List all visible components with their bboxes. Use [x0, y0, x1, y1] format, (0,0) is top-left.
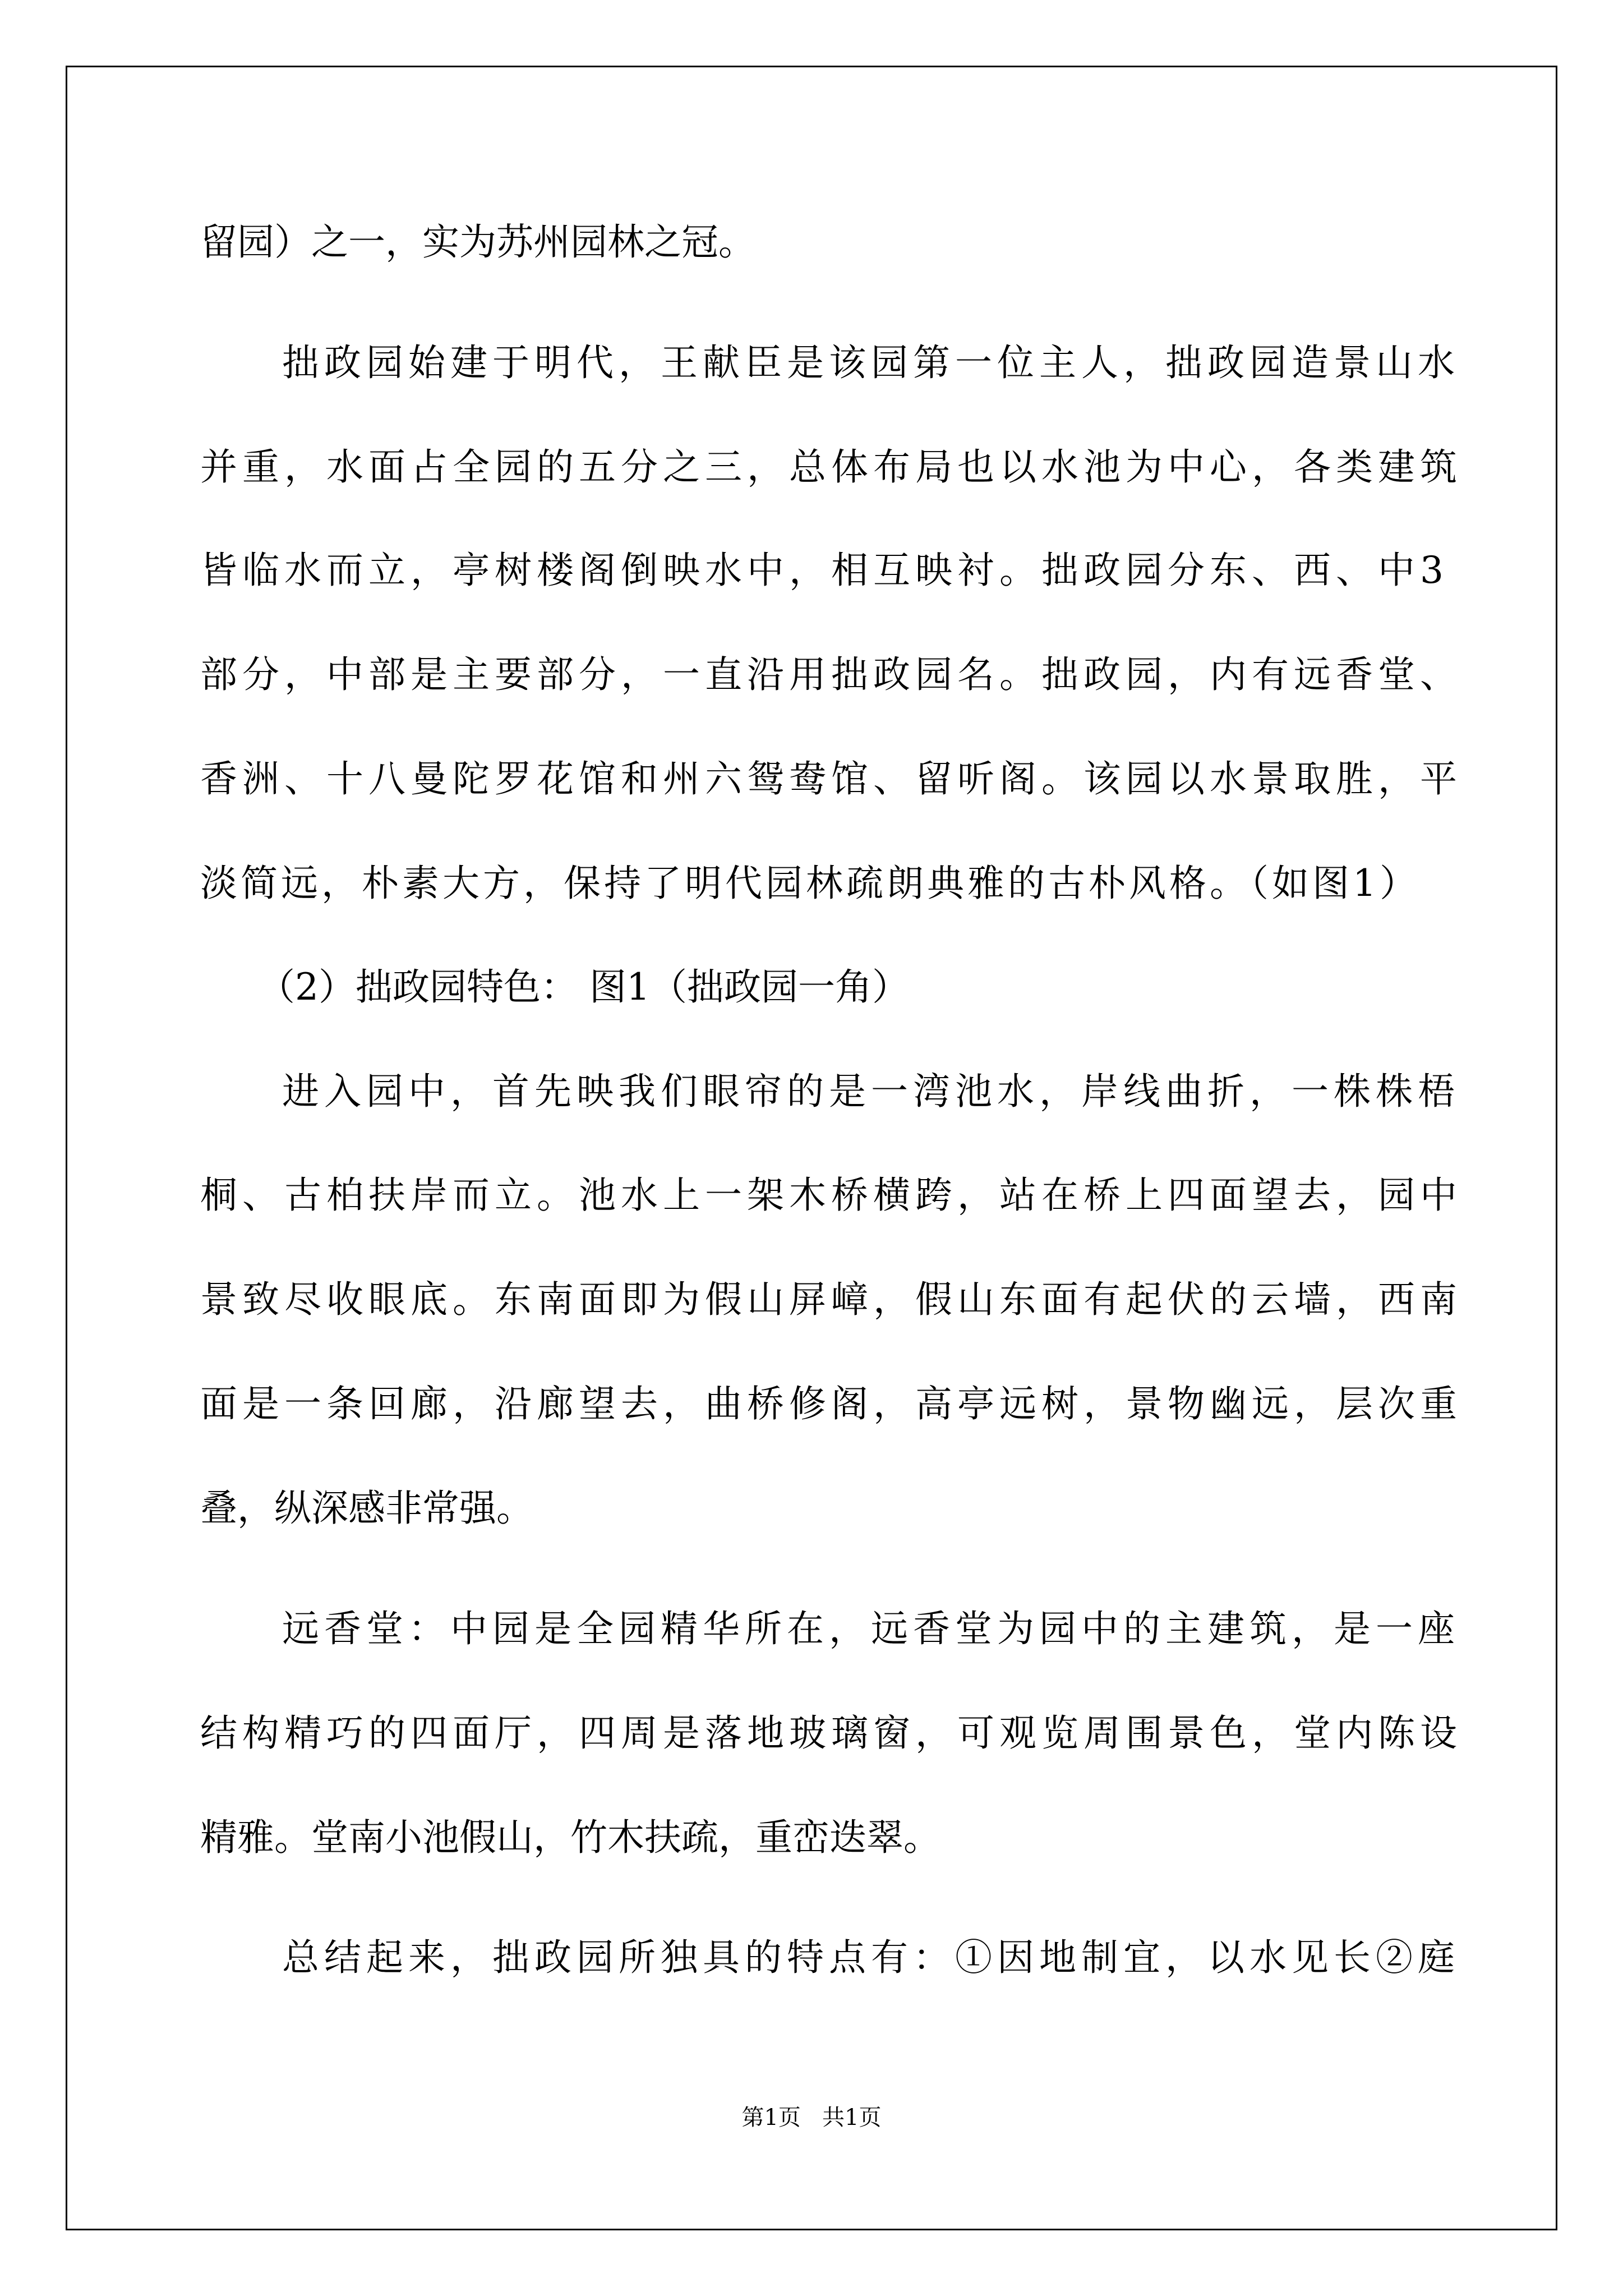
text-line: 桐、古柏扶岸而立。池水上一架木桥横跨，站在桥上四面望去，园中 [200, 1174, 1462, 1217]
text-line: 结构精巧的四面厅，四周是落地玻璃窗，可观览周围景色，堂内陈设 [200, 1711, 1462, 1755]
text-line: 总结起来，拙政园所独具的特点有：①因地制宜，以水见长②庭 [282, 1936, 1460, 1979]
text-line: 精雅。堂南小池假山，竹木扶疏，重峦迭翠。 [200, 1816, 940, 1859]
page-footer: 第1页 共1页 [741, 2105, 882, 2131]
text-line: 淡简远，朴素大方，保持了明代园林疏朗典雅的古朴风格。（如图1） [200, 862, 1420, 905]
text-line: 留园）之一，实为苏州园林之冠。 [200, 220, 755, 264]
text-line: 景致尽收眼底。东南面即为假山屏嶂，假山东面有起伏的云墙，西南 [200, 1278, 1462, 1321]
text-line: 拙政园始建于明代，王献臣是该园第一位主人，拙政园造景山水 [282, 341, 1460, 384]
page-border [66, 66, 1557, 2230]
text-line: 并重，水面占全园的五分之三，总体布局也以水池为中心，各类建筑 [200, 445, 1462, 489]
text-line: 面是一条回廊，沿廊望去，曲桥修阁，高亭远树，景物幽远，层次重 [200, 1382, 1462, 1425]
text-line: 香洲、十八曼陀罗花馆和州六鸳鸯馆、留听阁。该园以水景取胜，平 [200, 757, 1462, 800]
text-line: 叠，纵深感非常强。 [200, 1487, 533, 1530]
text-line: 皆临水而立，亭树楼阁倒映水中，相互映衬。拙政园分东、西、中3 [200, 549, 1449, 592]
text-line: 进入园中，首先映我们眼帘的是一湾池水，岸线曲折，一株株梧 [282, 1070, 1460, 1113]
text-line: 部分，中部是主要部分，一直沿用拙政园名。拙政园，内有远香堂、 [200, 653, 1462, 696]
text-line: （2）拙政园特色： 图1（拙政园一角） [258, 965, 909, 1009]
text-line: 远香堂：中园是全园精华所在，远香堂为园中的主建筑，是一座 [282, 1607, 1460, 1650]
